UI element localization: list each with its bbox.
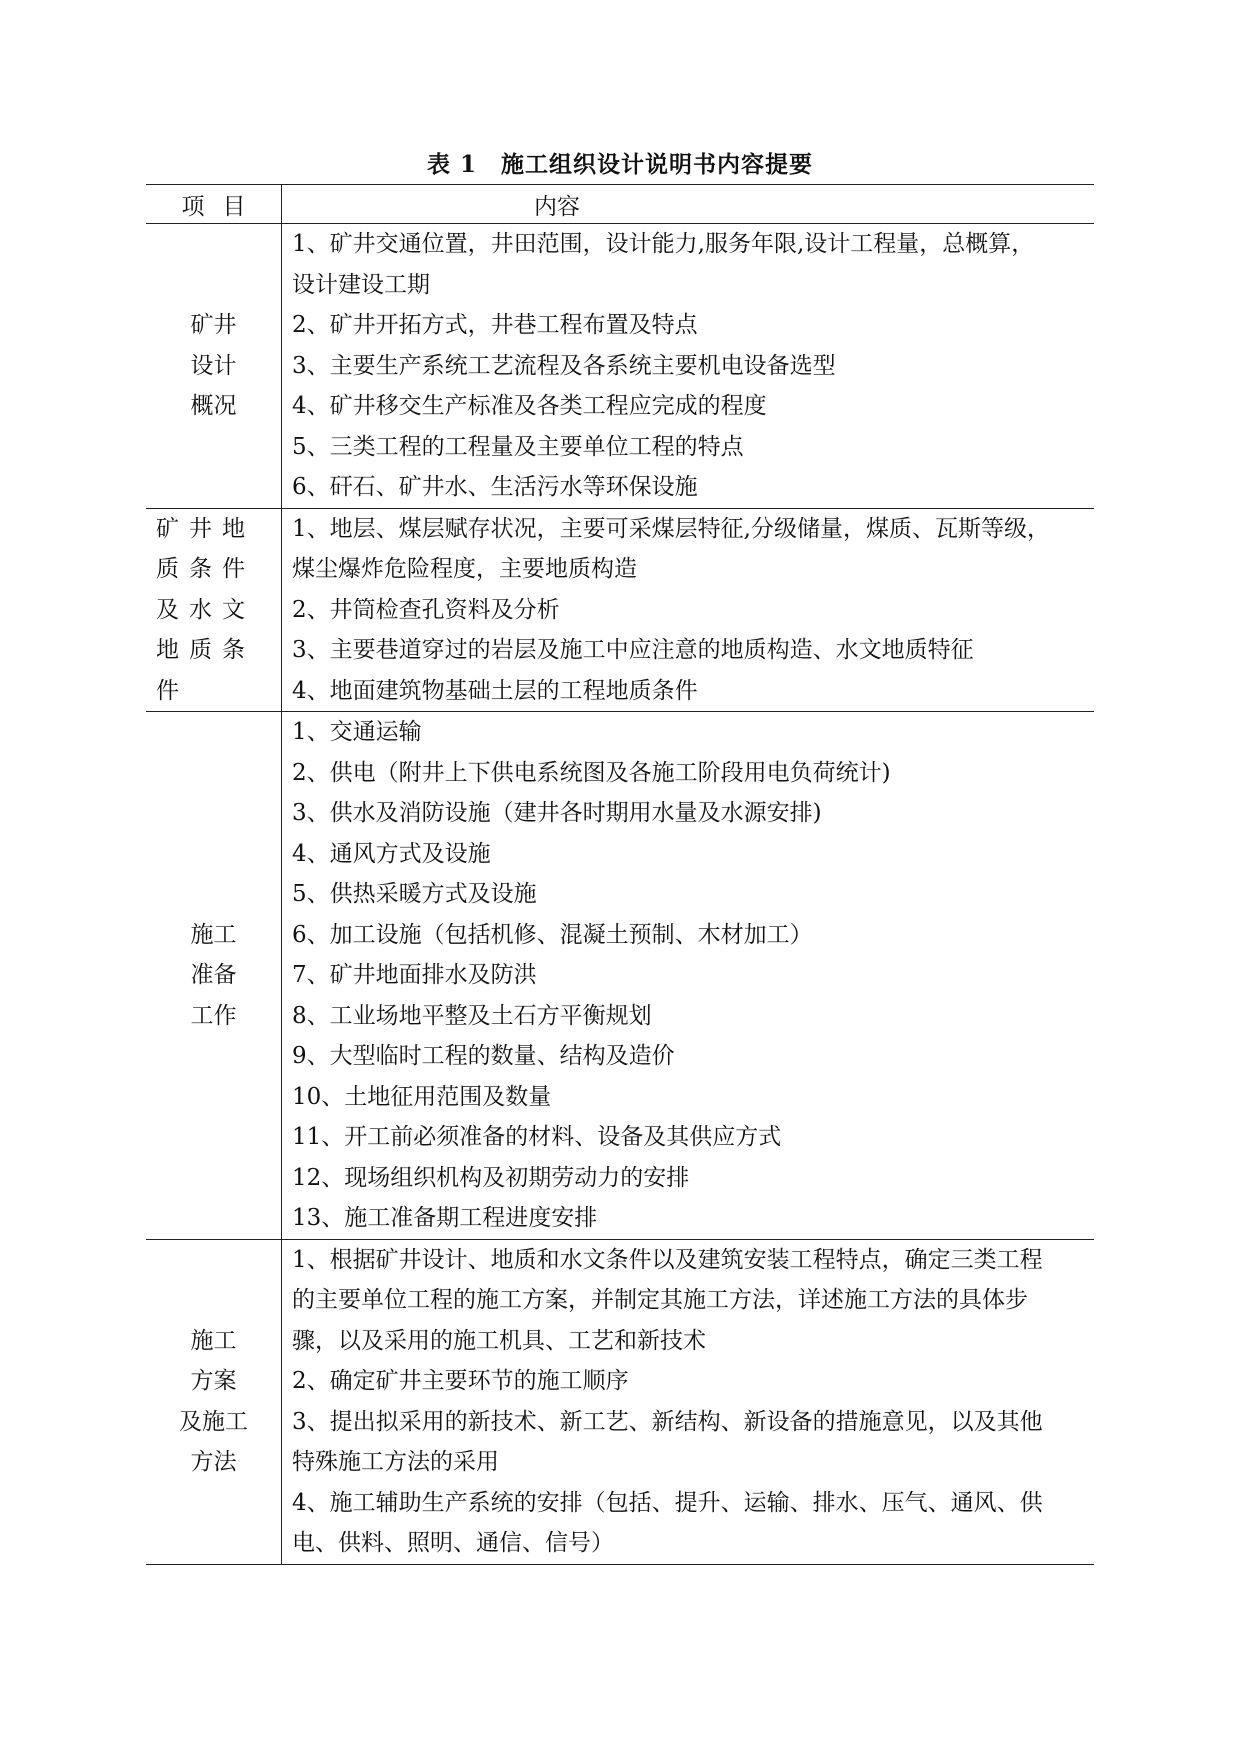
content-line: 1、交通运输	[292, 719, 422, 745]
section-label-line: 施工	[190, 921, 237, 948]
section-label	[146, 508, 282, 712]
content-line: 电、供料、照明、通信、信号）	[292, 1530, 614, 1556]
content-line: 3、主要生产系统工艺流程及各系统主要机电设备选型	[292, 352, 836, 379]
content-line: 2、井筒检查孔资料及分析	[292, 596, 560, 623]
content-line: 的主要单位工程的施工方案，并制定其施工方法，详述施工方法的具体步	[292, 1287, 1028, 1313]
content-line: 2、确定矿井主要环节的施工顺序	[292, 1368, 629, 1394]
section-label-line: 方案	[190, 1368, 237, 1394]
section-label-line: 概况	[190, 393, 237, 419]
content-line: 1、地层、煤层赋存状况，主要可采煤层特征,分级储量，煤质、瓦斯等级，	[292, 515, 1050, 542]
table-title: 表 1 施工组织设计说明书内容提要	[426, 151, 813, 178]
section-content	[282, 1239, 1095, 1564]
section-label-line: 及施工	[179, 1408, 248, 1435]
section-content	[282, 712, 1095, 1240]
content-line: 10、土地征用范围及数量	[292, 1083, 552, 1110]
content-line: 11、开工前必须准备的材料、设备及其供应方式	[292, 1124, 782, 1150]
content-line: 5、供热采暖方式及设施	[292, 881, 537, 907]
section-label-line: 准备	[190, 962, 237, 988]
content-line: 骤，以及采用的施工机具、工艺和新技术	[292, 1327, 706, 1354]
section-row-construction-plan	[146, 1239, 1094, 1564]
section-label-line: 工作	[190, 1002, 237, 1029]
content-line: 2、矿井开拓方式，井巷工程布置及特点	[292, 312, 698, 338]
content-line: 8、工业场地平整及土石方平衡规划	[292, 1002, 652, 1029]
section-label-line: 地质条	[156, 637, 255, 663]
content-line: 4、施工辅助生产系统的安排（包括、提升、运输、排水、压气、通风、供	[292, 1489, 1043, 1516]
section-content	[282, 508, 1095, 712]
content-summary-table	[146, 184, 1094, 1565]
content-line: 4、矿井移交生产标准及各类工程应完成的程度	[292, 393, 767, 419]
section-label-line: 矿井	[190, 312, 237, 338]
content-line: 13、施工准备期工程进度安排	[292, 1205, 598, 1231]
section-label	[146, 712, 282, 1240]
table-header-row	[146, 185, 1094, 224]
section-row-preparation	[146, 712, 1094, 1240]
content-line: 7、矿井地面排水及防洪	[292, 962, 537, 988]
section-row-geology	[146, 508, 1094, 712]
section-label	[146, 1239, 282, 1564]
section-label-line: 施工	[190, 1327, 237, 1354]
content-line: 特殊施工方法的采用	[292, 1449, 499, 1475]
content-line: 2、供电（附井上下供电系统图及各施工阶段用电负荷统计)	[292, 759, 891, 786]
content-line: 6、矸石、矿井水、生活污水等环保设施	[292, 474, 698, 500]
section-content	[282, 224, 1095, 509]
section-label-line: 方法	[190, 1449, 237, 1475]
section-label-line: 及水文	[156, 596, 255, 623]
content-line: 1、矿井交通位置，井田范围，设计能力,服务年限,设计工程量，总概算，	[292, 231, 1035, 257]
content-line: 煤尘爆炸危险程度，主要地质构造	[292, 556, 637, 582]
section-label-line: 矿井地	[156, 515, 255, 542]
content-line: 3、提出拟采用的新技术、新工艺、新结构、新设备的措施意见，以及其他	[292, 1408, 1043, 1435]
section-label	[146, 224, 282, 509]
header-content-cell: 内容	[282, 185, 1095, 224]
content-line: 6、加工设施（包括机修、混凝土预制、木材加工）	[292, 921, 813, 948]
content-line: 4、通风方式及设施	[292, 840, 491, 867]
content-line: 9、大型临时工程的数量、结构及造价	[292, 1043, 675, 1069]
section-label-line: 设计	[190, 352, 237, 379]
content-line: 3、主要巷道穿过的岩层及施工中应注意的地质构造、水文地质特征	[292, 637, 974, 663]
content-line: 4、地面建筑物基础土层的工程地质条件	[292, 677, 698, 704]
section-label-line: 质条件	[156, 556, 255, 582]
section-row-mine-design	[146, 224, 1094, 509]
content-line: 3、供水及消防设施（建井各时期用水量及水源安排)	[292, 800, 822, 826]
content-line: 1、根据矿井设计、地质和水文条件以及建筑安装工程特点，确定三类工程	[292, 1246, 1043, 1273]
content-line: 5、三类工程的工程量及主要单位工程的特点	[292, 433, 744, 460]
section-label-line: 件	[156, 677, 189, 704]
content-line: 12、现场组织机构及初期劳动力的安排	[292, 1164, 690, 1191]
content-line: 设计建设工期	[292, 271, 430, 298]
header-item-cell: 项目	[146, 185, 282, 224]
